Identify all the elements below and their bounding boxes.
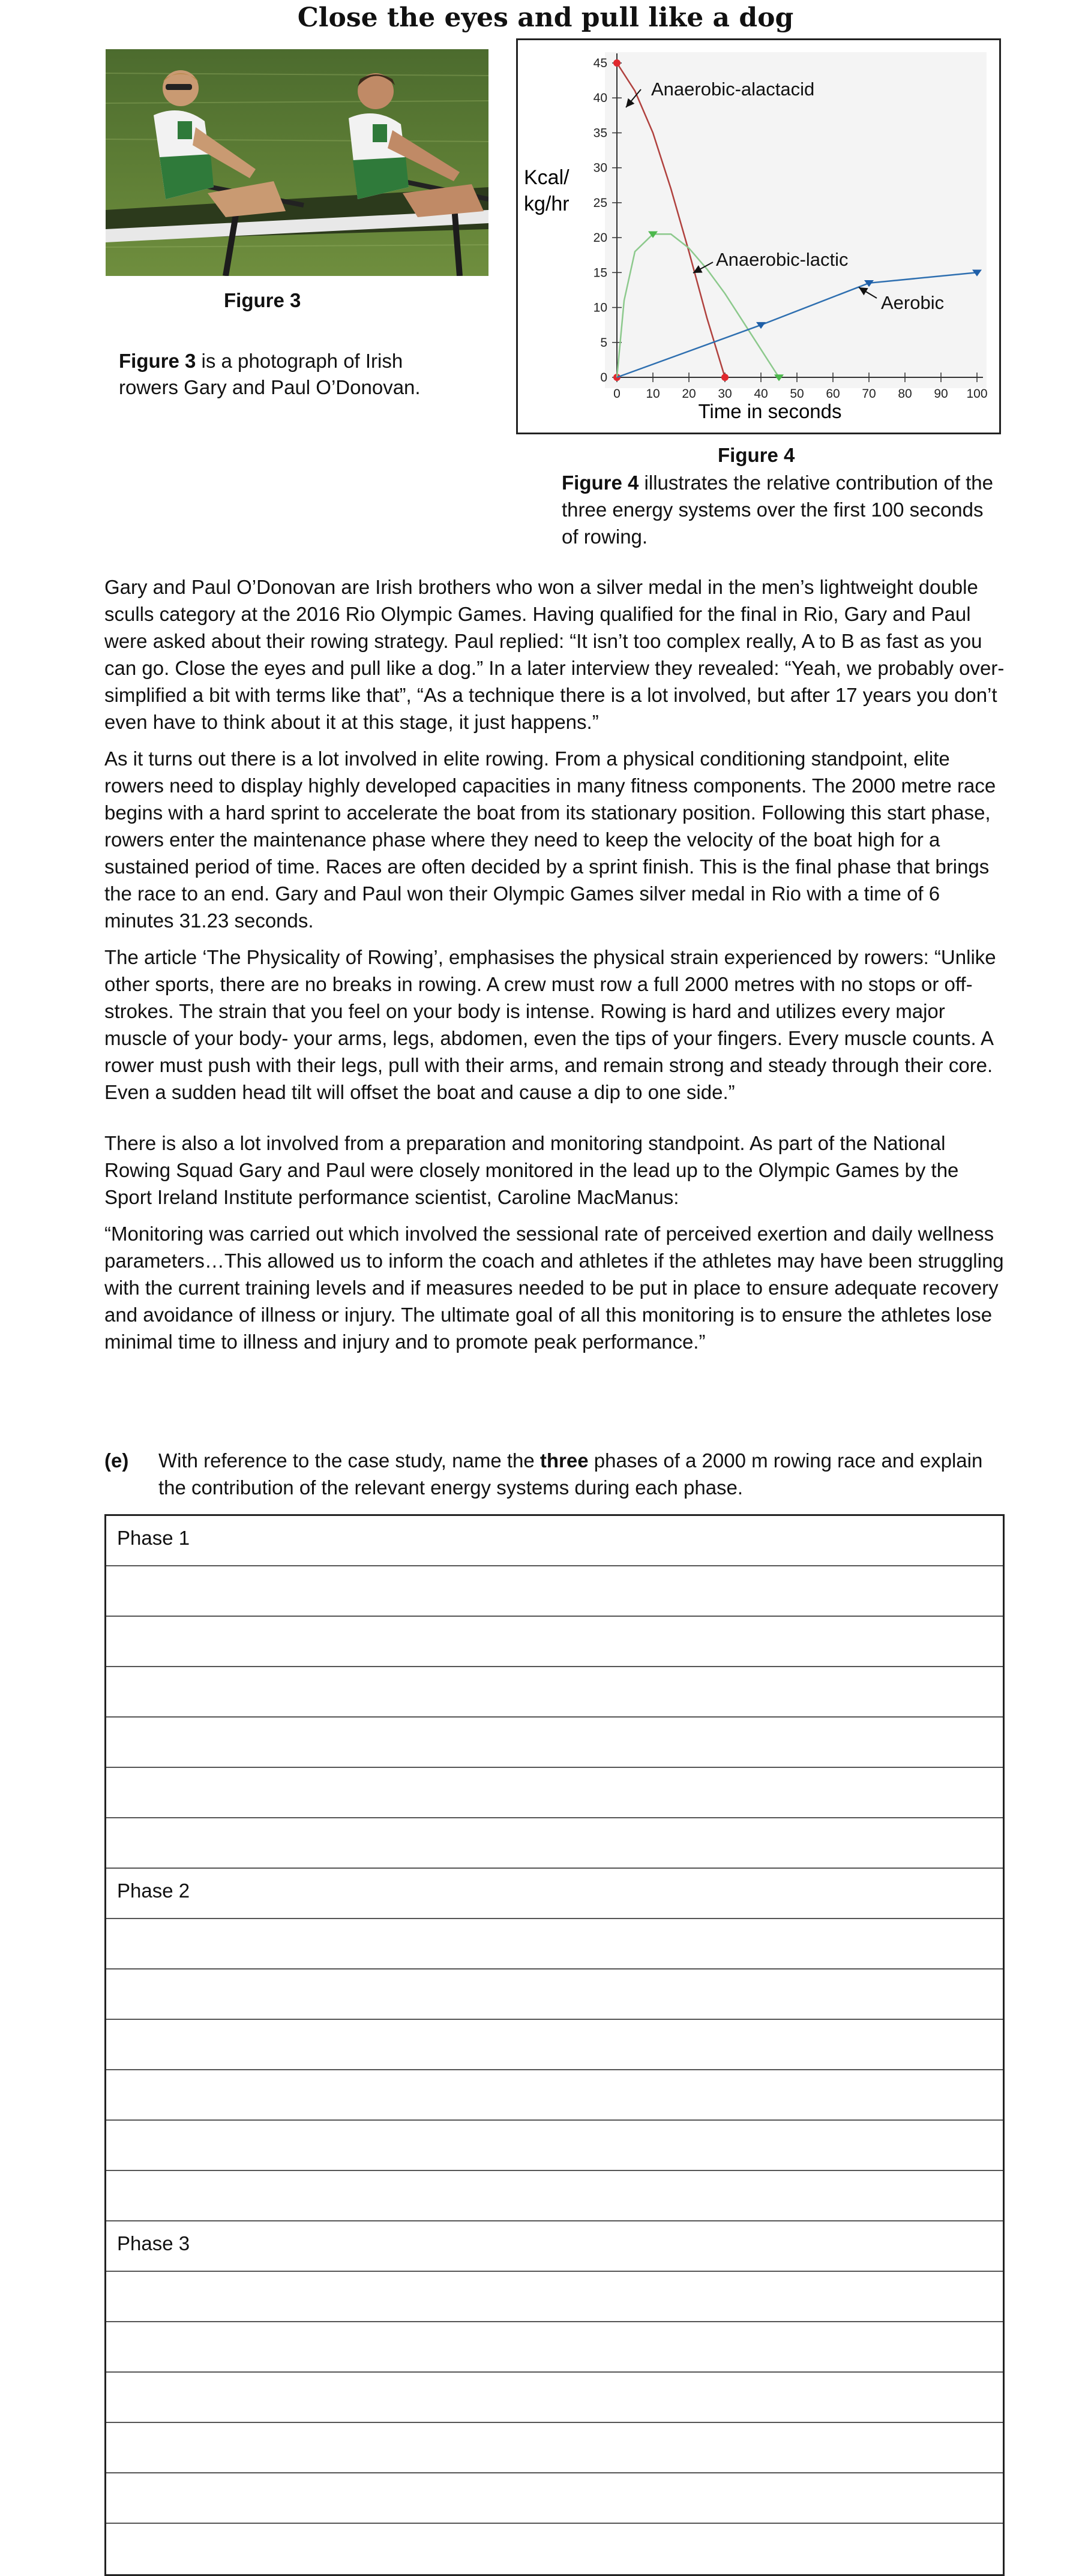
answer-line[interactable] — [106, 1617, 1003, 1667]
paragraph: There is also a lot involved from a preparation and monitoring standpoint. As part of the National Rowing Squad Gary and Paul were closely monitored in the lead up to the Olympic Games by the Sport Ireland Institute performance scientist, Caroline MacManus: — [104, 1132, 959, 1208]
answer-line[interactable] — [106, 2322, 1003, 2373]
paragraph: The article ‘The Physicality of Rowing’, emphasises the physical strain experienced by rowers: “Unlike other sports, there are no breaks in rowing. A crew must row a full 2000 metres with no stops or off-strokes. The strain that you feel on your body is intense. Rowing is hard and utilizes every major muscle of your body- your arms, legs, abdomen, even the tips of your fingers. Every muscle counts. A rower must push with their legs, pull with their arms, and remain strong and steady through their core. Even a sudden head tilt will offset the boat and cause a dip to one side.” — [104, 946, 996, 1103]
answer-line[interactable] — [106, 2272, 1003, 2322]
x-tick-label: 40 — [754, 387, 768, 401]
x-tick-label: 30 — [718, 387, 732, 401]
y-axis-label-line-2: kg/hr — [524, 193, 570, 215]
x-tick-label: 70 — [862, 387, 876, 401]
y-tick-label: 10 — [593, 301, 607, 315]
answer-line[interactable] — [106, 1969, 1003, 2020]
answer-section-label: Phase 2 — [106, 1869, 1003, 1919]
plot-background — [605, 52, 987, 388]
answer-line[interactable] — [106, 2473, 1003, 2524]
answer-section-label: Phase 3 — [106, 2221, 1003, 2272]
x-tick-label: 0 — [613, 387, 621, 401]
y-tick-label: 0 — [600, 371, 607, 385]
question-text-bold: three — [539, 1449, 589, 1472]
question-text-start: With reference to the case study, name the — [158, 1449, 540, 1472]
figure-4-description-bold: Figure 4 — [562, 472, 639, 494]
answer-line[interactable] — [106, 1667, 1003, 1718]
answer-line[interactable] — [106, 1768, 1003, 1818]
rowers-photo — [106, 49, 488, 276]
figure-4-description — [562, 469, 994, 550]
answer-line[interactable] — [106, 2423, 1003, 2473]
answer-line[interactable] — [106, 2020, 1003, 2070]
answer-line[interactable] — [106, 2373, 1003, 2423]
rowers-photo-illustration — [106, 49, 488, 276]
data-point — [613, 59, 621, 67]
answer-section-label: Phase 1 — [106, 1516, 1003, 1566]
answer-line[interactable] — [106, 2070, 1003, 2121]
paragraph: As it turns out there is a lot involved in elite rowing. From a physical conditioning standpoint, elite rowers need to display highly developed capacities in many fitness components. The 2000 metre race begins with a hard sprint to accelerate the boat from its stationary position. Following this start phase, rowers enter the maintenance phase where they need to keep the velocity of the boat high for a sustained period of time. Races are often decided by a sprint finish. This is the final phase that brings the race to an end. Gary and Paul won their Olympic Games silver medal in Rio with a time of 6 minutes 31.23 seconds. — [104, 747, 996, 932]
question-text-end: phases of a 2000 m rowing race and explain the contribution of the relevant energy systems during each phase. — [158, 1449, 983, 1499]
annotation-label: Aerobic — [881, 292, 945, 313]
x-tick-label: 10 — [646, 387, 660, 401]
y-tick-label: 15 — [593, 266, 607, 280]
y-tick-label: 25 — [593, 196, 607, 210]
case-study-text — [104, 574, 1005, 1365]
figure-3-description — [119, 348, 455, 401]
x-axis-label: Time in seconds — [698, 400, 842, 422]
answer-line[interactable] — [106, 1718, 1003, 1768]
data-point — [721, 374, 729, 381]
answer-line[interactable] — [106, 1919, 1003, 1969]
energy-systems-chart — [516, 38, 1001, 434]
energy-systems-chart-svg — [518, 40, 999, 433]
annotation-label: Anaerobic-lactic — [716, 249, 849, 270]
figure-4-caption: Figure 4 — [718, 444, 795, 466]
paragraph: Gary and Paul O’Donovan are Irish brothers who won a silver medal in the men’s lightweight double sculls category at the 2016 Rio Olympic Games. Having qualified for the final in Rio, Gary and Paul were asked about their rowing strategy. Paul replied: “It isn’t too complex really, A to B as fast as you can go. Close the eyes and pull like a dog.” In a later interview they revealed: “Yeah, we probably over-simplified a bit with terms like that”, “As a technique there is a lot involved, but after 17 years you don’t even have to think about it at this stage, it just happens.” — [104, 576, 1005, 733]
page-title: Close the eyes and pull like a dog — [297, 2, 794, 33]
question-text — [158, 1447, 999, 1501]
answer-line[interactable] — [106, 2171, 1003, 2221]
question-label: (e) — [104, 1449, 129, 1472]
figure-3-description-text: is a photograph of Irish rowers Gary and Paul O’Donovan. — [119, 350, 421, 398]
y-tick-label: 35 — [593, 126, 607, 140]
x-tick-label: 20 — [682, 387, 696, 401]
x-tick-label: 60 — [826, 387, 840, 401]
figure-4-description-text: illustrates the relative contribution of the three energy systems over the first 100 seconds of rowing. — [562, 472, 994, 548]
answer-line[interactable] — [106, 1818, 1003, 1869]
x-tick-label: 80 — [898, 387, 912, 401]
paragraph: “Monitoring was carried out which involved the sessional rate of perceived exertion and daily wellness parameters…This allowed us to inform the coach and athletes if the athletes may have been struggling with the current training levels and if measures needed to be put in place to ensure adequate recovery and avoidance of illness or injury. The ultimate goal of all this monitoring is to ensure the athletes lose minimal time to illness and injury and to promote peak performance.” — [104, 1223, 1004, 1353]
answer-line[interactable] — [106, 2524, 1003, 2574]
x-tick-label: 90 — [934, 387, 948, 401]
y-tick-label: 45 — [593, 56, 607, 70]
answer-table — [104, 1514, 1005, 2576]
y-tick-label: 30 — [593, 161, 607, 175]
y-tick-label: 40 — [593, 91, 607, 106]
y-axis-label-line-1: Kcal/ — [524, 166, 570, 189]
x-tick-label: 50 — [790, 387, 804, 401]
y-tick-label: 5 — [600, 335, 607, 350]
annotation-label: Anaerobic-alactacid — [651, 79, 815, 100]
x-tick-label: 100 — [966, 387, 988, 401]
answer-line[interactable] — [106, 1566, 1003, 1617]
figure-3-caption: Figure 3 — [224, 289, 301, 311]
figure-3-description-bold: Figure 3 — [119, 350, 196, 372]
answer-line[interactable] — [106, 2121, 1003, 2171]
y-tick-label: 20 — [593, 231, 607, 245]
